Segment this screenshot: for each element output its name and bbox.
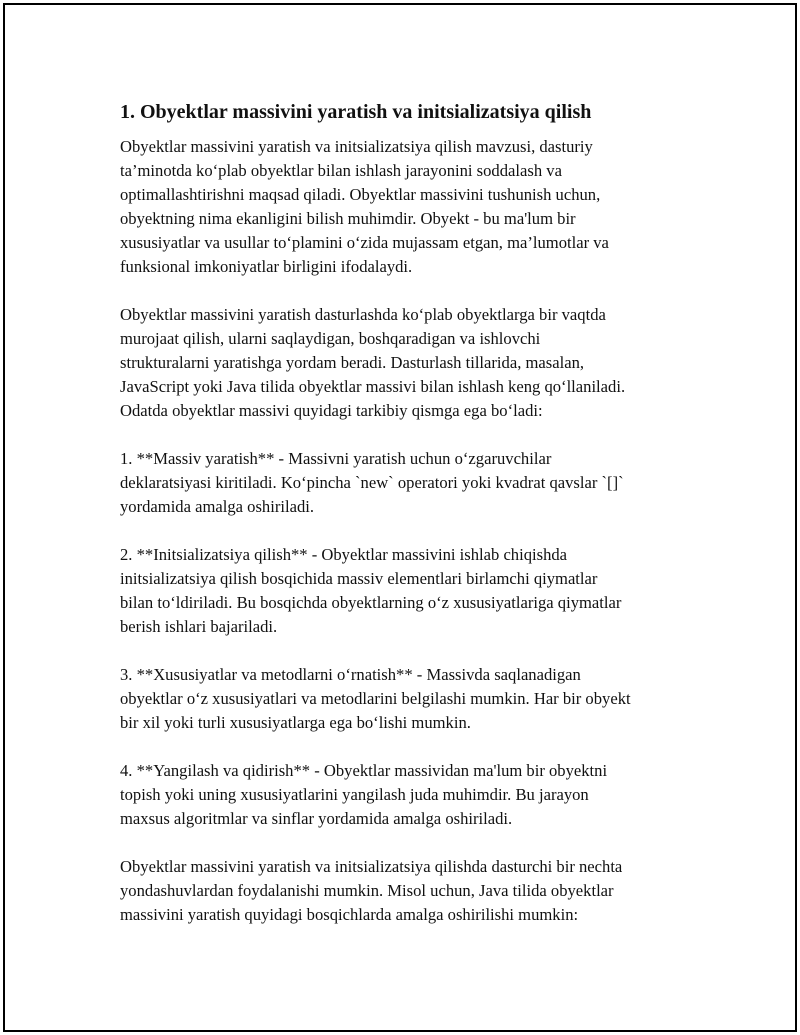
paragraph	[120, 543, 700, 639]
paragraph-line: 3. **Xususiyatlar va metodlarni o‘rnatish** - Massivda saqlanadigan	[120, 665, 581, 684]
paragraph-line: funksional imkoniyatlar birligini ifodalaydi.	[120, 257, 413, 276]
paragraph-line: Obyektlar massivini yaratish dasturlashda ko‘plab obyektlarga bir vaqtda	[120, 305, 606, 324]
paragraph-line: bilan to‘ldiriladi. Bu bosqichda obyektlarning o‘z xususiyatlariga qiymatlar	[120, 593, 622, 612]
paragraph	[120, 663, 700, 735]
paragraph-line: initsializatsiya qilish bosqichida massiv elementlari birlamchi qiymatlar	[120, 569, 598, 588]
paragraph	[120, 303, 700, 423]
page-frame	[3, 3, 797, 1032]
paragraph-line: Obyektlar massivini yaratish va initsializatsiya qilishda dasturchi bir nechta	[120, 857, 623, 876]
paragraph-line: optimallashtirishni maqsad qiladi. Obyektlar massivini tushunish uchun,	[120, 185, 601, 204]
paragraph	[120, 855, 700, 927]
paragraph-line: 4. **Yangilash va qidirish** - Obyektlar massividan ma'lum bir obyektni	[120, 761, 608, 780]
paragraph-line: yordamida amalga oshiriladi.	[120, 497, 314, 516]
paragraph-line: massivini yaratish quyidagi bosqichlarda amalga oshirilishi mumkin:	[120, 905, 579, 924]
paragraph	[120, 135, 700, 279]
paragraph-line: JavaScript yoki Java tilida obyektlar massivi bilan ishlash keng qo‘llaniladi.	[120, 377, 626, 396]
paragraph-line: strukturalarni yaratishga yordam beradi. Dasturlash tillarida, masalan,	[120, 353, 585, 372]
paragraph-line: yondashuvlardan foydalanishi mumkin. Misol uchun, Java tilida obyektlar	[120, 881, 614, 900]
paragraph-line: maxsus algoritmlar va sinflar yordamida amalga oshiriladi.	[120, 809, 513, 828]
paragraph-line: 2. **Initsializatsiya qilish** - Obyektlar massivini ishlab chiqishda	[120, 545, 568, 564]
paragraph	[120, 759, 700, 831]
paragraph-line: bir xil yoki turli xususiyatlarga ega bo‘lishi mumkin.	[120, 713, 471, 732]
paragraph-line: 1. **Massiv yaratish** - Massivni yaratish uchun o‘zgaruvchilar	[120, 449, 552, 468]
paragraph-line: obyektning nima ekanligini bilish muhimdir. Obyekt - bu ma'lum bir	[120, 209, 576, 228]
paragraph-line: topish yoki uning xususiyatlarini yangilash juda muhimdir. Bu jarayon	[120, 785, 589, 804]
paragraph-line: berish ishlari bajariladi.	[120, 617, 278, 636]
paragraph-line: obyektlar o‘z xususiyatlari va metodlarini belgilashi mumkin. Har bir obyekt	[120, 689, 631, 708]
document-body	[120, 99, 700, 951]
section-heading: 1. Obyektlar massivini yaratish va initsializatsiya qilish	[120, 101, 592, 123]
paragraph	[120, 447, 700, 519]
paragraph-line: deklaratsiyasi kiritiladi. Ko‘pincha `new` operatori yoki kvadrat qavslar `[]`	[120, 473, 624, 492]
paragraph-line: ta’minotda ko‘plab obyektlar bilan ishlash jarayonini soddalash va	[120, 161, 562, 180]
paragraph-line: murojaat qilish, ularni saqlaydigan, boshqaradigan va ishlovchi	[120, 329, 541, 348]
paragraph-list	[120, 135, 700, 927]
paragraph-line: Odatda obyektlar massivi quyidagi tarkibiy qismga ega bo‘ladi:	[120, 401, 543, 420]
paragraph-line: xususiyatlar va usullar to‘plamini o‘zida mujassam etgan, ma’lumotlar va	[120, 233, 609, 252]
paragraph-line: Obyektlar massivini yaratish va initsializatsiya qilish mavzusi, dasturiy	[120, 137, 593, 156]
